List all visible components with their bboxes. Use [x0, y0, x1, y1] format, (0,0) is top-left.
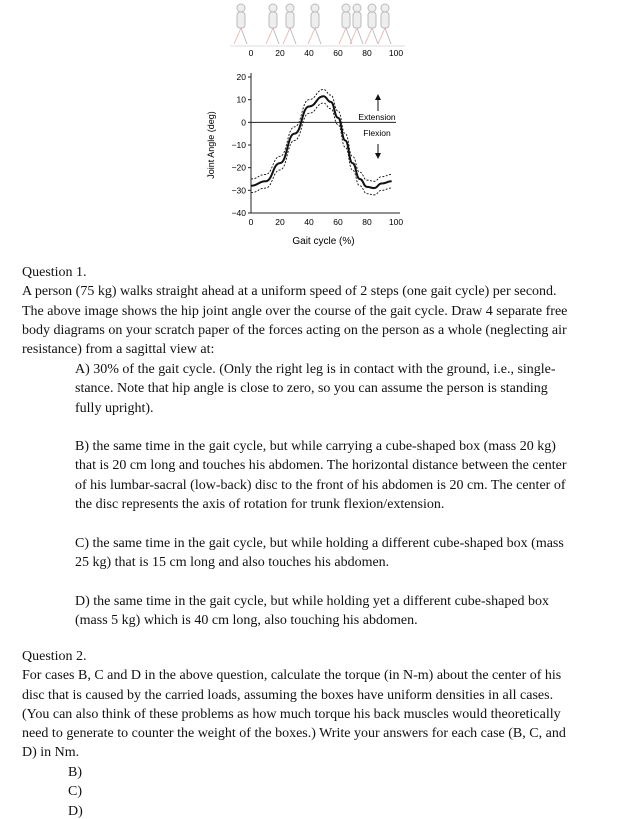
x-axis-label: Gait cycle (%) [292, 236, 355, 247]
walker-figure [234, 4, 247, 44]
walker-head [311, 4, 319, 12]
walker-figure [350, 4, 363, 44]
x-tick-label: 60 [333, 217, 343, 227]
text-line: D) in Nm. [22, 745, 80, 761]
top-tick-label: 60 [333, 48, 343, 58]
text-line: disc that is caused by the carried loads, assuming the boxes have uniform densities in all cases. [22, 687, 554, 703]
part-c [75, 534, 564, 573]
walker-head [286, 4, 294, 12]
text-line: resistance) from a sagittal view at: [22, 342, 215, 358]
walker-leg [290, 28, 296, 44]
y-tick-label: 10 [236, 94, 246, 105]
part-d [75, 592, 549, 631]
walker-body [368, 12, 376, 28]
walker-head [381, 4, 389, 12]
answer-c-label: C) [68, 784, 82, 800]
walker-leg [315, 28, 321, 44]
text-line: fully upright). [75, 400, 154, 416]
walker-leg [365, 28, 372, 44]
walker-head [237, 4, 245, 12]
walker-body [342, 12, 350, 28]
text-line: of his lumbar-sacral (low-back) disc to the front of his abdomen is 20 cm. The center of [75, 477, 566, 493]
walker-leg [339, 28, 346, 44]
text-line: stance. Note that hip angle is close to zero, so you can assume the person is standing [75, 381, 548, 397]
x-tick-label: 0 [248, 217, 254, 227]
text-line: For cases B, C and D in the above question, calculate the torque (in N-m) about the center of his [22, 668, 562, 684]
walker-leg [283, 28, 290, 44]
walker-leg [308, 28, 315, 44]
text-line: (mass 5 kg) which is 40 cm long, also touching his abdomen. [75, 613, 418, 629]
text-line: need to generate to counter the weight of the boxes.) Write your answers for each case (B, C, and [22, 726, 566, 742]
walker-leg [372, 28, 378, 44]
top-tick-label: 0 [248, 48, 254, 58]
walker-figure [378, 4, 391, 44]
y-tick-label: 0 [241, 117, 246, 128]
text-line: A) 30% of the gait cycle. (Only the right leg is in contact with the ground, i.e., single- [75, 362, 556, 377]
walker-leg [241, 28, 247, 44]
text-line: A person (75 kg) walks straight ahead at a uniform speed of 2 steps (one gait cycle) per second. [22, 284, 557, 300]
text-line: C) the same time in the gait cycle, but while holding a different cube-shaped box (mass [75, 536, 564, 551]
x-tick-label: 20 [275, 217, 285, 227]
walking-figures-illustration [230, 4, 405, 46]
walker-figure [339, 4, 352, 44]
part-b [75, 437, 567, 514]
walker-leg [378, 28, 385, 44]
top-tick-label: 100 [388, 48, 404, 58]
text-line: The above image shows the hip joint angle over the course of the gait cycle. Draw 4 separate free [22, 303, 568, 319]
text-line: body diagrams on your scratch paper of the forces acting on the person as a whole (neglecting air [22, 322, 567, 338]
walker-head [342, 4, 350, 12]
walker-body [237, 12, 245, 28]
top-axis-ticks [249, 48, 404, 58]
text-line: D) the same time in the gait cycle, but while holding yet a different cube-shaped box [75, 594, 550, 609]
question-1-heading: Question 1. [22, 265, 87, 280]
walker-figure [365, 4, 378, 44]
question-2 [22, 647, 566, 763]
walker-body [286, 12, 294, 28]
answer-d-label: D) [68, 803, 83, 819]
text-line: the disc represents the axis of rotation for trunk flexion/extension. [75, 496, 445, 512]
x-tick-label: 40 [304, 217, 314, 227]
text-line: (You can also think of these problems as how much torque his back muscles would theoretically [22, 706, 561, 722]
walker-figure [283, 4, 296, 44]
hip-angle-figure [0, 0, 629, 260]
y-tick-label: −30 [231, 185, 246, 196]
walker-figure [266, 4, 279, 44]
walker-body [353, 12, 361, 28]
walker-leg [273, 28, 279, 44]
top-tick-label: 80 [362, 48, 372, 58]
walker-body [269, 12, 277, 28]
chart-plot [206, 72, 403, 247]
series-line-mean [251, 96, 392, 188]
text-line: 25 kg) that is 15 cm long and also touches his abdomen. [75, 555, 390, 571]
walker-head [269, 4, 277, 12]
extension-label: Extension [358, 112, 396, 122]
y-tick-label: −20 [231, 162, 246, 173]
y-tick-label: −40 [231, 208, 246, 218]
question-1 [22, 263, 567, 359]
walker-figure [308, 4, 321, 44]
flexion-label: Flexion [363, 128, 391, 138]
walker-head [353, 4, 361, 12]
top-tick-label: 40 [304, 48, 314, 58]
text-line: that is 20 cm long and touches his abdomen. The horizontal distance between the center [75, 458, 567, 474]
x-tick-label: 100 [388, 217, 404, 227]
x-tick-label: 80 [362, 217, 372, 227]
y-tick-label: −10 [231, 140, 246, 150]
up-arrowhead-icon [375, 94, 381, 100]
question-2-heading: Question 2. [22, 649, 87, 664]
top-tick-label: 20 [275, 48, 285, 58]
answer-b-label: B) [68, 765, 82, 780]
walker-leg [385, 28, 391, 44]
walker-leg [350, 28, 357, 44]
y-axis-label: Joint Angle (deg) [206, 111, 216, 179]
walker-body [311, 12, 319, 28]
walker-leg [266, 28, 273, 44]
walker-head [368, 4, 376, 12]
walker-leg [234, 28, 241, 44]
part-a [75, 360, 556, 418]
down-arrowhead-icon [375, 153, 381, 159]
walker-body [381, 12, 389, 28]
y-tick-label: 20 [236, 72, 246, 82]
walker-leg [357, 28, 363, 44]
answer-list [68, 763, 83, 819]
text-line: B) the same time in the gait cycle, but while carrying a cube-shaped box (mass 20 kg) [75, 439, 556, 454]
